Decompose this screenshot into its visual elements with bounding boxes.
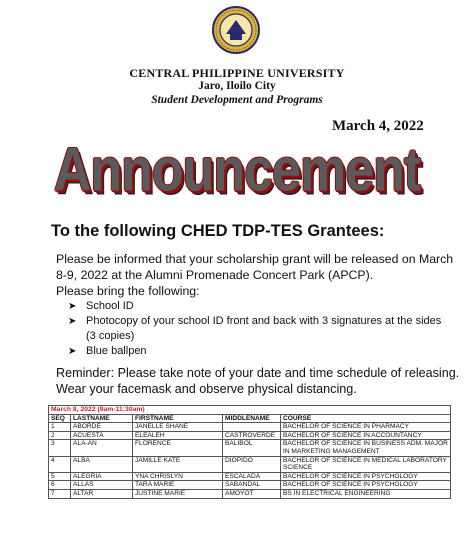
schedule-caption: March 8, 2022 (9am-11:30am) <box>49 406 451 415</box>
university-location: Jaro, Iloilo City <box>198 80 276 92</box>
requirements-list <box>68 299 468 359</box>
cell-course: BACHELOR OF SCIENCE IN PHARMACY <box>281 423 451 432</box>
table-row <box>49 431 451 440</box>
cell-firstname: ELEALEH <box>133 431 223 440</box>
announcement-title: Announcement <box>53 136 421 205</box>
table-header-row <box>49 414 451 423</box>
list-item-subtext: (3 copies) <box>86 330 135 342</box>
grantees-table <box>48 405 451 499</box>
cell-seq: 4 <box>49 456 71 472</box>
table-row <box>49 440 451 456</box>
cell-seq: 7 <box>49 489 71 498</box>
header-firstname: FIRSTNAME <box>133 414 223 423</box>
reminder-text: Reminder: Please take note of your date and time schedule of releasing. Wear your facemask and observe physical distancing. <box>56 366 460 396</box>
university-name: CENTRAL PHILIPPINE UNIVERSITY <box>129 66 345 80</box>
cell-lastname: ALBA <box>71 456 133 472</box>
announcement-date: March 4, 2022 <box>332 118 424 134</box>
list-item-text: Blue ballpen <box>86 345 147 357</box>
table-row <box>49 489 451 498</box>
header-middlename: MIDDLENAME <box>223 414 281 423</box>
cell-firstname: YNA CHRISLYN <box>133 472 223 481</box>
cell-lastname: ALTAR <box>71 489 133 498</box>
cell-middlename: CASTROVERDE <box>223 431 281 440</box>
cell-firstname: JAMILLE KATE <box>133 456 223 472</box>
cell-seq: 6 <box>49 481 71 490</box>
cell-course: BS IN ELECTRICAL ENGINEERING <box>281 489 451 498</box>
cell-middlename: BALIBOL <box>223 440 281 456</box>
cell-middlename: ESCALADA <box>223 472 281 481</box>
arrow-bullet-icon: ➤ <box>68 301 77 312</box>
cell-middlename: AMOYOT <box>223 489 281 498</box>
cell-course: BACHELOR OF SCIENCE IN PSYCHOLOGY <box>281 472 451 481</box>
table-caption-row <box>49 406 451 415</box>
arrow-bullet-icon: ➤ <box>68 346 77 357</box>
list-item-text: School ID <box>86 300 134 312</box>
cell-seq: 1 <box>49 423 71 432</box>
cell-middlename: DIOPIDO <box>223 456 281 472</box>
cell-lastname: ALLAS <box>71 481 133 490</box>
list-item-text: Photocopy of your school ID front and back with 3 signatures at the sides <box>86 315 442 327</box>
cell-course: BACHELOR OF SCIENCE IN BUSINESS ADM. MAJOR IN MARKETING MANAGEMENT <box>281 440 451 456</box>
cell-course: BACHELOR OF SCIENCE IN MEDICAL LABORATORY SCIENCE <box>281 456 451 472</box>
cell-firstname: TARA MARIE <box>133 481 223 490</box>
header-course: COURSE <box>281 414 451 423</box>
header-seq: SEQ <box>49 414 71 423</box>
cell-lastname: ALA-AN <box>71 440 133 456</box>
grantees-heading: To the following CHED TDP-TES Grantees: <box>51 222 385 240</box>
list-item <box>68 344 468 359</box>
cell-firstname: JUSTINE MARIE <box>133 489 223 498</box>
list-item <box>68 314 468 344</box>
list-item <box>68 299 468 314</box>
arrow-bullet-icon: ➤ <box>68 316 77 327</box>
cell-course: BACHELOR OF SCIENCE IN PSYCHOLOGY <box>281 481 451 490</box>
release-info: Please be informed that your scholarship grant will be released on March 8-9, 2022 at the Alumni Promenade Concert Park (APCP). <box>56 252 454 282</box>
cell-firstname: FLORENCE <box>133 440 223 456</box>
university-seal-icon <box>212 6 260 54</box>
cell-seq: 3 <box>49 440 71 456</box>
cell-course: BACHELOR OF SCIENCE IN ACCOUNTANCY <box>281 431 451 440</box>
cell-seq: 5 <box>49 472 71 481</box>
cell-middlename <box>223 423 281 432</box>
cell-seq: 2 <box>49 431 71 440</box>
cell-firstname: JANELLE SHANE <box>133 423 223 432</box>
header-lastname: LASTNAME <box>71 414 133 423</box>
bring-intro: Please bring the following: <box>56 284 200 298</box>
table-row <box>49 472 451 481</box>
cell-lastname: ABORDE <box>71 423 133 432</box>
cell-lastname: ACUESTA <box>71 431 133 440</box>
table-row <box>49 456 451 472</box>
table-row <box>49 481 451 490</box>
office-name: Student Development and Programs <box>151 94 323 106</box>
cell-lastname: ALEGRIA <box>71 472 133 481</box>
table-row <box>49 423 451 432</box>
cell-middlename: SABANDAL <box>223 481 281 490</box>
